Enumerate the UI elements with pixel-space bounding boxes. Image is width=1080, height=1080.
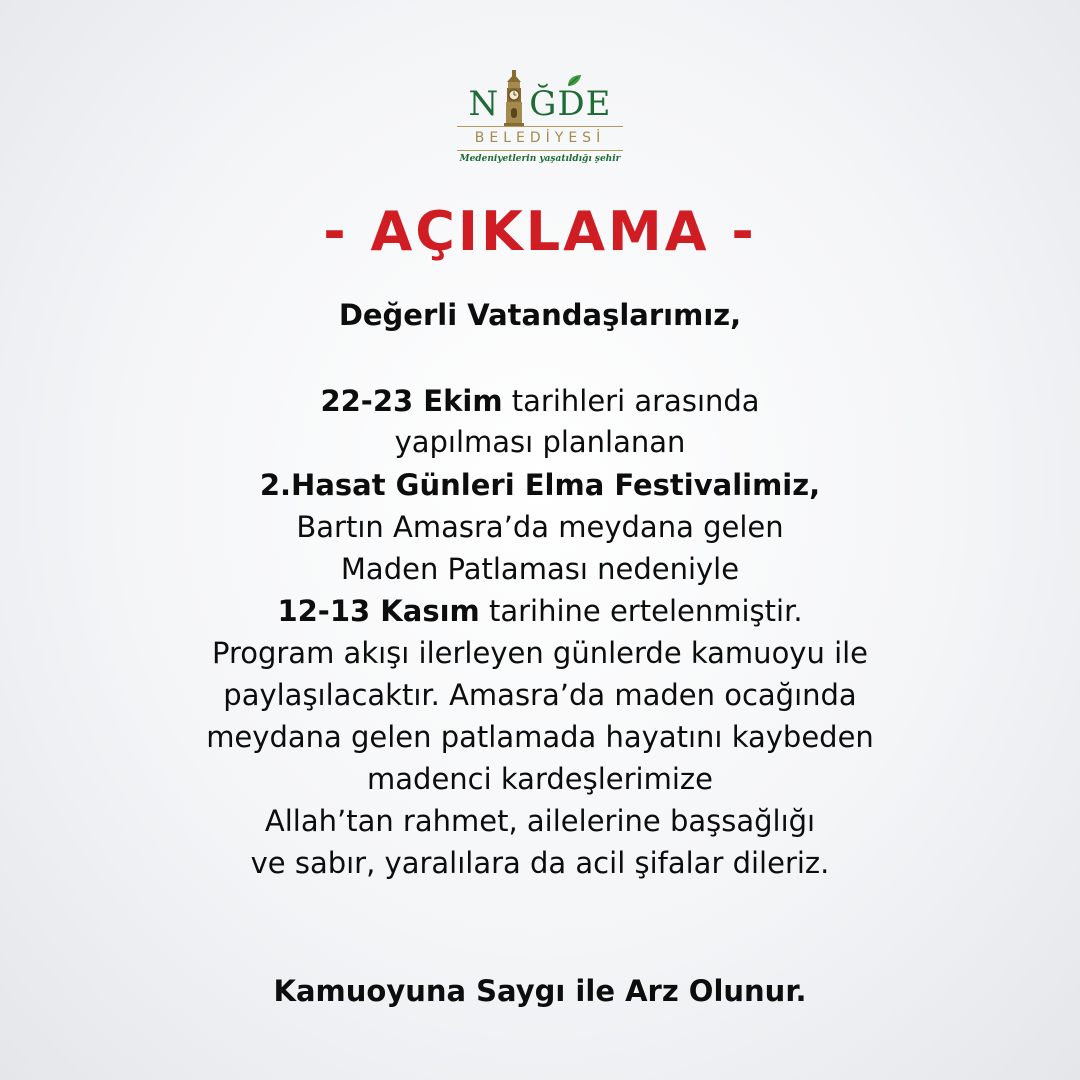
line-12-text: ve sabır, yaralılara da acil şifalar dileriz. <box>250 846 830 880</box>
paragraph-line-4 <box>40 507 1040 547</box>
paragraph-line-9 <box>40 717 1040 757</box>
announcement-title: - AÇIKLAMA - <box>323 200 757 263</box>
line-6-text: tarihine ertelenmiştir. <box>479 594 803 628</box>
paragraph-line-1 <box>40 381 1040 421</box>
paragraph-line-8 <box>40 675 1040 715</box>
line-10-text: madenci kardeşlerimize <box>367 762 713 796</box>
paragraph-line-3 <box>40 465 1040 505</box>
clock-tower-icon <box>499 70 529 126</box>
line-5-text: Maden Patlaması nedeniyle <box>340 552 740 586</box>
line-6-bold: 12-13 Kasım <box>277 594 480 628</box>
line-4-text: Bartın Amasra’da meydana gelen <box>296 510 784 544</box>
logo-subtitle: BELEDİYESİ <box>474 130 606 146</box>
line-3-bold: 2.Hasat Günleri Elma Festivalimiz, <box>259 468 821 502</box>
paragraph-line-12 <box>40 843 1040 883</box>
paragraph-line-5 <box>40 549 1040 589</box>
nigde-belediyesi-logo <box>440 70 640 170</box>
logo-name-right: ĞDE <box>529 84 612 124</box>
paragraph-line-11 <box>40 801 1040 841</box>
line-1-text: tarihleri arasında <box>502 384 760 418</box>
paragraph-line-10 <box>40 759 1040 799</box>
line-2-text: yapılması planlanan <box>394 425 686 459</box>
line-8-text: paylaşılacaktır. Amasra’da maden ocağında <box>223 678 857 712</box>
greeting: Değerli Vatandaşlarımız, <box>338 298 742 332</box>
line-7-text: Program akışı ilerleyen günlerde kamuoyu ile <box>211 636 869 670</box>
line-1-bold: 22-23 Ekim <box>320 384 503 418</box>
line-11-text: Allah’tan rahmet, ailelerine başsağlığı <box>264 804 816 838</box>
logo-name-left: N <box>468 84 500 124</box>
paragraph-line-6 <box>40 591 1040 631</box>
logo-slogan: Medeniyetlerin yaşatıldığı şehir <box>459 154 621 164</box>
leaf-icon <box>566 74 582 88</box>
logo-divider-top <box>457 126 623 127</box>
logo-wordmark <box>440 84 640 124</box>
closing-line: Kamuoyuna Saygı ile Arz Olunur. <box>273 974 807 1008</box>
logo-divider-bottom <box>457 150 623 151</box>
paragraph-line-7 <box>40 633 1040 673</box>
paragraph-line-2 <box>40 422 1040 462</box>
line-9-text: meydana gelen patlamada hayatını kaybeden <box>206 720 874 754</box>
